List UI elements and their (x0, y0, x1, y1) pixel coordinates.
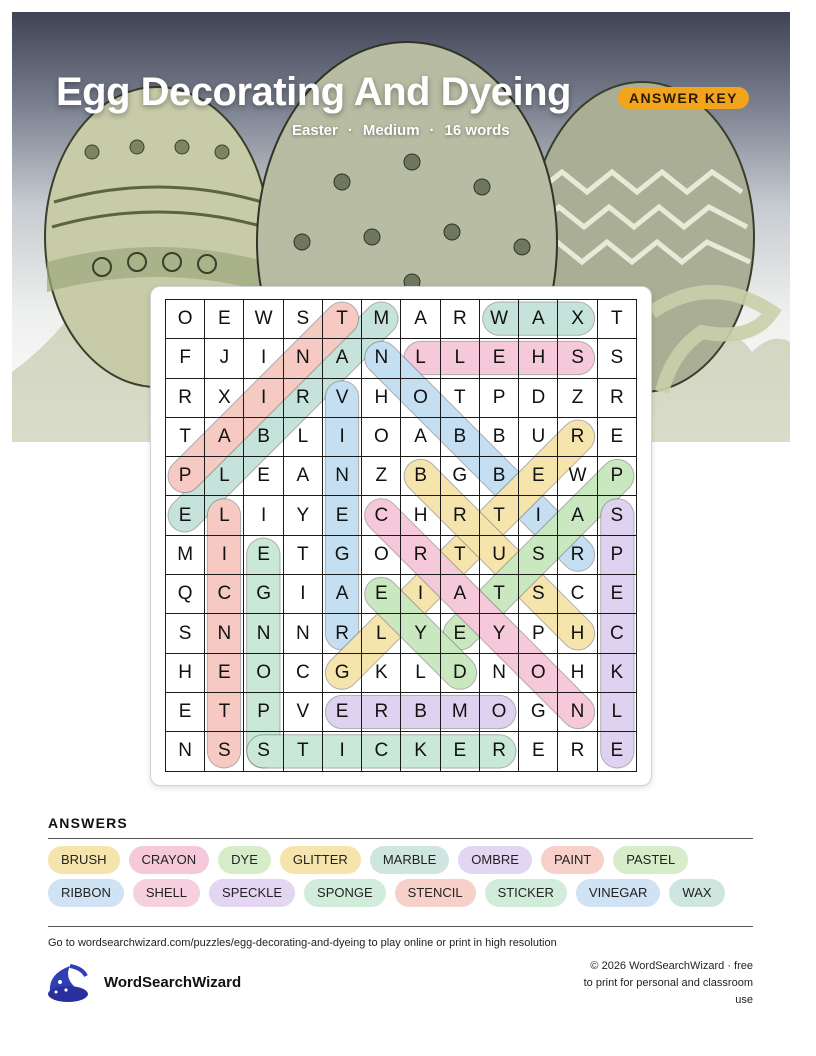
difficulty-label: Medium (362, 122, 420, 139)
grid-cell: C (362, 732, 401, 771)
grid-cell: R (558, 732, 597, 771)
grid-cell: O (362, 417, 401, 456)
answer-chip-speckle: SPECKLE (209, 879, 295, 907)
grid-row (166, 692, 637, 731)
grid-cell: T (205, 692, 244, 731)
grid-cell: E (166, 692, 205, 731)
grid-cell: S (244, 732, 283, 771)
grid-cell: N (362, 339, 401, 378)
grid-cell: W (479, 300, 518, 339)
answer-row (48, 846, 753, 874)
answer-chip-shell: SHELL (133, 879, 200, 907)
answer-key-badge: ANSWER KEY (618, 87, 749, 109)
answer-chip-sponge: SPONGE (304, 879, 386, 907)
grid-row (166, 614, 637, 653)
grid-cell: Y (401, 614, 440, 653)
grid-cell: A (401, 417, 440, 456)
grid-cell: P (166, 457, 205, 496)
grid-cell: S (597, 339, 636, 378)
divider (48, 838, 753, 839)
grid-cell: I (401, 575, 440, 614)
answer-chip-brush: BRUSH (48, 846, 120, 874)
grid-cell: C (362, 496, 401, 535)
answer-chip-pastel: PASTEL (613, 846, 688, 874)
answer-chip-vinegar: VINEGAR (576, 879, 661, 907)
wizard-hat-icon (46, 962, 92, 1004)
grid-cell: C (558, 575, 597, 614)
grid-cell: K (401, 732, 440, 771)
grid-row (166, 417, 637, 456)
grid-cell: L (205, 496, 244, 535)
grid-cell: O (244, 653, 283, 692)
grid-cell: E (166, 496, 205, 535)
grid-cell: I (244, 496, 283, 535)
grid-cell: R (401, 535, 440, 574)
grid-cell: I (205, 535, 244, 574)
grid-cell: V (322, 378, 361, 417)
grid-cell: D (519, 378, 558, 417)
grid-cell: I (322, 732, 361, 771)
grid-cell: E (322, 496, 361, 535)
grid-cell: R (440, 496, 479, 535)
grid-cell: G (519, 692, 558, 731)
grid-cell: T (322, 300, 361, 339)
grid-cell: O (166, 300, 205, 339)
grid-cell: B (440, 417, 479, 456)
grid-cell: U (479, 535, 518, 574)
grid-row (166, 457, 637, 496)
page-title: Egg Decorating And Dyeing (56, 70, 571, 114)
grid-cell: N (283, 614, 322, 653)
answer-chip-ribbon: RIBBON (48, 879, 124, 907)
grid-cell: G (322, 535, 361, 574)
grid-cell: E (519, 457, 558, 496)
grid-row (166, 300, 637, 339)
category-label: Easter (292, 122, 338, 139)
grid-cell: O (401, 378, 440, 417)
grid-cell: M (166, 535, 205, 574)
grid-cell: S (558, 339, 597, 378)
grid-row (166, 339, 637, 378)
word-count-label: 16 words (444, 122, 510, 139)
grid-cell: B (401, 692, 440, 731)
grid-cell: E (205, 653, 244, 692)
grid-cell: N (244, 614, 283, 653)
footer-link[interactable]: Go to wordsearchwizard.com/puzzles/egg-decorating-and-dyeing to play online or print in high resolution (48, 937, 557, 949)
grid-cell: L (362, 614, 401, 653)
grid-cell: S (166, 614, 205, 653)
grid-cell: I (244, 339, 283, 378)
answer-chip-glitter: GLITTER (280, 846, 361, 874)
answer-row (48, 879, 753, 907)
grid-cell: N (479, 653, 518, 692)
grid-cell: Z (558, 378, 597, 417)
answer-chip-dye: DYE (218, 846, 271, 874)
grid-cell: A (322, 575, 361, 614)
grid-cell: H (401, 496, 440, 535)
grid-cell: B (244, 417, 283, 456)
grid-cell: L (597, 692, 636, 731)
grid-cell: A (322, 339, 361, 378)
grid-cell: E (597, 417, 636, 456)
grid-cell: R (322, 614, 361, 653)
grid-cell: N (166, 732, 205, 771)
grid-cell: A (440, 575, 479, 614)
grid-row (166, 653, 637, 692)
grid-cell: G (440, 457, 479, 496)
grid-cell: T (479, 575, 518, 614)
grid-cell: H (558, 614, 597, 653)
grid-cell: S (597, 496, 636, 535)
grid-cell: B (479, 417, 518, 456)
grid-row (166, 496, 637, 535)
grid-cell: L (401, 653, 440, 692)
grid-cell: T (440, 378, 479, 417)
grid-cell: C (283, 653, 322, 692)
grid-cell: A (401, 300, 440, 339)
grid-cell: H (166, 653, 205, 692)
grid-cell: A (205, 417, 244, 456)
answer-chip-ombre: OMBRE (458, 846, 532, 874)
grid-cell: F (166, 339, 205, 378)
answers-heading: ANSWERS (48, 815, 128, 831)
grid-cell: T (479, 496, 518, 535)
grid-cell: Z (362, 457, 401, 496)
grid-cell: E (362, 575, 401, 614)
grid-cell: E (244, 457, 283, 496)
answer-list (48, 846, 753, 912)
grid-cell: I (244, 378, 283, 417)
grid-cell: J (205, 339, 244, 378)
grid-cell: H (519, 339, 558, 378)
answer-chip-crayon: CRAYON (129, 846, 210, 874)
grid-cell: Y (479, 614, 518, 653)
grid-cell: T (283, 732, 322, 771)
grid-row (166, 535, 637, 574)
grid-cell: R (283, 378, 322, 417)
grid-cell: W (558, 457, 597, 496)
grid-cell: R (597, 378, 636, 417)
grid-cell: I (519, 496, 558, 535)
grid-cell: X (205, 378, 244, 417)
grid-cell: B (401, 457, 440, 496)
grid-cell: G (322, 653, 361, 692)
brand-name: WordSearchWizard (104, 974, 242, 991)
divider (48, 926, 753, 927)
grid-cell: D (440, 653, 479, 692)
answer-chip-wax: WAX (669, 879, 724, 907)
grid-cell: M (440, 692, 479, 731)
grid-cell: R (166, 378, 205, 417)
copyright: © 2026 WordSearchWizard · free to print for personal and classroom use (583, 960, 753, 1006)
grid-cell: S (283, 300, 322, 339)
letter-grid (165, 299, 637, 772)
grid-cell: E (440, 732, 479, 771)
grid-cell: T (283, 535, 322, 574)
grid-cell: R (558, 535, 597, 574)
grid-cell: K (362, 653, 401, 692)
grid-cell: T (597, 300, 636, 339)
grid-cell: P (597, 535, 636, 574)
word-search-grid (165, 299, 637, 771)
grid-cell: R (558, 417, 597, 456)
grid-cell: I (322, 417, 361, 456)
grid-row (166, 378, 637, 417)
grid-cell: L (205, 457, 244, 496)
grid-row (166, 732, 637, 771)
grid-cell: X (558, 300, 597, 339)
grid-cell: C (597, 614, 636, 653)
grid-cell: E (440, 614, 479, 653)
grid-cell: K (597, 653, 636, 692)
grid-cell: O (479, 692, 518, 731)
answer-chip-paint: PAINT (541, 846, 604, 874)
grid-cell: M (362, 300, 401, 339)
grid-cell: Y (283, 496, 322, 535)
grid-cell: E (597, 732, 636, 771)
grid-cell: O (362, 535, 401, 574)
grid-cell: S (205, 732, 244, 771)
grid-cell: H (362, 378, 401, 417)
grid-cell: P (244, 692, 283, 731)
grid-cell: S (519, 535, 558, 574)
grid-cell: A (283, 457, 322, 496)
grid-cell: S (519, 575, 558, 614)
puzzle-meta: Easter · Medium · 16 words (292, 122, 510, 139)
answer-chip-stencil: STENCIL (395, 879, 476, 907)
grid-cell: R (479, 732, 518, 771)
grid-cell: E (519, 732, 558, 771)
grid-cell: N (558, 692, 597, 731)
grid-row (166, 575, 637, 614)
grid-cell: E (479, 339, 518, 378)
grid-cell: W (244, 300, 283, 339)
grid-cell: T (440, 535, 479, 574)
grid-cell: R (362, 692, 401, 731)
grid-cell: U (519, 417, 558, 456)
grid-cell: Q (166, 575, 205, 614)
grid-cell: E (205, 300, 244, 339)
grid-cell: A (519, 300, 558, 339)
answer-chip-marble: MARBLE (370, 846, 449, 874)
grid-cell: P (479, 378, 518, 417)
grid-cell: G (244, 575, 283, 614)
grid-cell: H (558, 653, 597, 692)
grid-cell: N (283, 339, 322, 378)
grid-cell: C (205, 575, 244, 614)
grid-cell: P (519, 614, 558, 653)
grid-cell: E (244, 535, 283, 574)
grid-cell: I (283, 575, 322, 614)
grid-cell: R (440, 300, 479, 339)
grid-cell: N (205, 614, 244, 653)
grid-cell: V (283, 692, 322, 731)
grid-cell: E (322, 692, 361, 731)
grid-cell: P (597, 457, 636, 496)
grid-cell: O (519, 653, 558, 692)
grid-cell: L (440, 339, 479, 378)
grid-cell: T (166, 417, 205, 456)
grid-cell: E (597, 575, 636, 614)
grid-cell: A (558, 496, 597, 535)
grid-cell: N (322, 457, 361, 496)
grid-cell: B (479, 457, 518, 496)
answer-chip-sticker: STICKER (485, 879, 567, 907)
grid-cell: L (401, 339, 440, 378)
grid-cell: L (283, 417, 322, 456)
